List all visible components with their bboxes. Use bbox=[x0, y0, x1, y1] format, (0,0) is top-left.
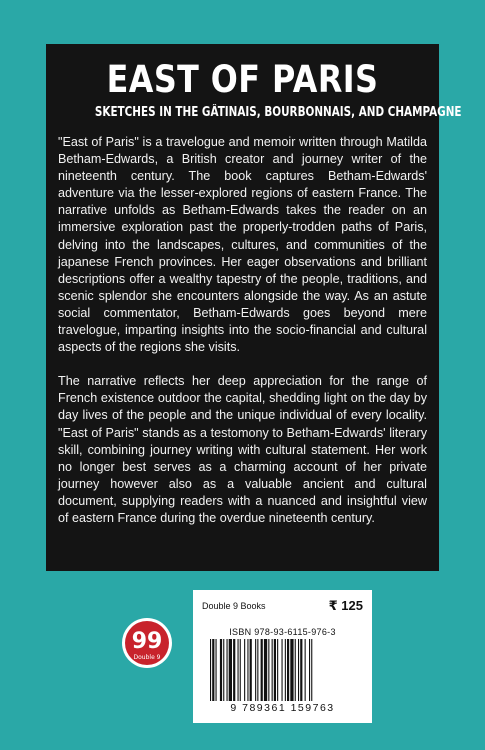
book-subtitle: SKETCHES IN THE GÂTINAIS, BOURBONNAIS, AND CHAMPAGNE bbox=[94, 105, 462, 120]
publisher-logo-text: Double 9 bbox=[133, 654, 161, 661]
blurb-paragraph: "East of Paris" is a travelogue and memoir written through Matilda Betham-Edwards, a British creator and journey writer of the nineteenth century. The book captures Betham-Edwards' adventure via the lesser-explored regions of eastern France. The narrative unfolds as Betham-Edwards takes the reader on an immersive exploration past the properly-trodden paths of Paris, delving into the landscapes, cultures, and communities of the japanese French provinces. Her eager observations and brilliant descriptions offer a wealthy tapestry of the people, traditions, and scenic splendor she encounters alongside the way. As an astute social commentator, Betham-Edwards goes beyond mere travelogue, imparting insights into the socio-financial and cultural aspects of the regions she visits. bbox=[58, 135, 427, 355]
publisher-name: Double 9 Books bbox=[202, 601, 266, 611]
barcode-box bbox=[193, 590, 372, 723]
publisher-logo bbox=[121, 617, 173, 669]
barcode-header bbox=[202, 597, 363, 615]
price: ₹ 125 bbox=[328, 598, 363, 613]
back-cover-panel bbox=[46, 44, 462, 571]
blurb-paragraph: The narrative reflects her deep appreciation for the range of French existence outdoor the capital, shedding light on the day by day lives of the people and the unique individual of every locality. "East of Paris" stands as a testomony to Betham-Edwards' literary skill, combining journey writing with cultural statement. Her work no longer best serves as a charming account of her private journey however also as a valuable ancient and cultural document, supplying readers with a nuanced and insightful view of eastern France during the overdue nineteenth century. bbox=[58, 374, 427, 525]
book-title: EAST OF PARIS bbox=[106, 58, 379, 101]
barcode-digits: 9 789361 159763 bbox=[230, 702, 335, 714]
isbn-label: ISBN 978-93-6115-976-3 bbox=[229, 627, 336, 637]
blurb bbox=[58, 134, 427, 527]
svg-text:99: 99 bbox=[131, 629, 163, 654]
barcode bbox=[208, 639, 358, 701]
